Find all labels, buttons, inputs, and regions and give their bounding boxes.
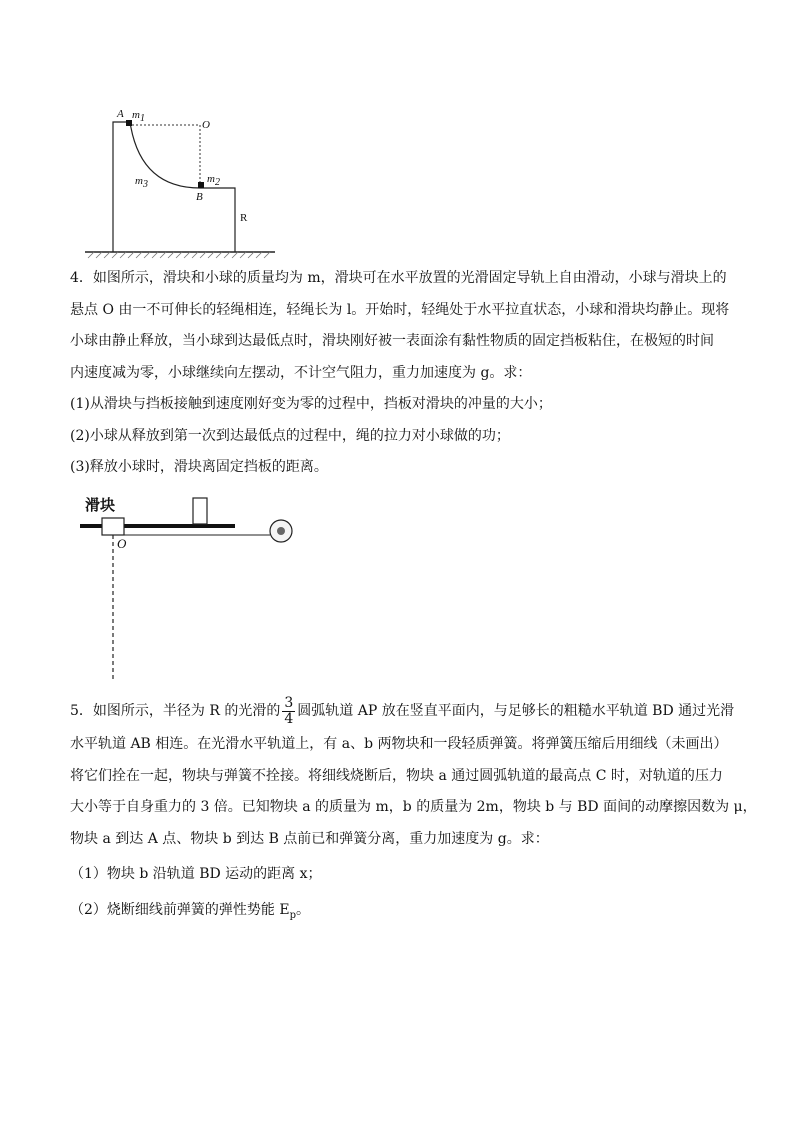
q5-line1-pre: 5．如图所示，半径为 R 的光滑的 (70, 703, 281, 719)
q5-sub2-post: 。 (295, 901, 310, 918)
q5-line-1 (70, 693, 740, 729)
q5-subquestion-1: （1）物块 b 沿轨道 BD 运动的距离 x； (70, 866, 322, 882)
label-O-fig2: O (117, 536, 127, 551)
q5-line: 物块 a 到达 A 点、物块 b 到达 B 点前已和弹簧分离，重力加速度为 g。求： (70, 830, 549, 847)
fraction-numerator: 3 (284, 694, 294, 711)
label-A: A (117, 108, 124, 120)
label-R: R (240, 212, 248, 224)
ground-hatching (88, 252, 270, 258)
label-m1: $m_1$ (132, 109, 145, 125)
label-m3: $m_3$ (135, 175, 148, 191)
fraction-three-quarters (282, 696, 295, 727)
label-O: O (202, 119, 210, 131)
q5-sub2-subscript: p (289, 909, 296, 921)
q5-line: 水平轨道 AB 相连。在光滑水平轨道上，有 a、b 两物块和一段轻质弹簧。将弹簧压缩后用细线（未画出） (70, 736, 728, 752)
slider-block (102, 518, 124, 535)
q5-subquestion-2 (70, 895, 740, 931)
q4-line: 4．如图所示，滑块和小球的质量均为 m，滑块可在水平放置的光滑固定导轨上自由滑动，小球与滑块上的 (70, 270, 727, 286)
block-left-edge (113, 122, 130, 252)
q5-line1-post: 圆弧轨道 AP 放在竖直平面内，与足够长的粗糙水平轨道 BD 通过光滑 (297, 703, 735, 719)
label-B: B (196, 191, 203, 203)
q5-sub2-pre: （2）烧断细线前弹簧的弹性势能 E (70, 901, 290, 918)
figure-2-svg (75, 490, 305, 685)
figure-1-track-diagram (80, 100, 280, 260)
question-5 (70, 693, 757, 931)
figure-2-slider-diagram (75, 490, 305, 685)
label-m2: $m_2$ (207, 173, 220, 189)
fixed-stop-block (193, 498, 207, 524)
q4-subquestion-1: (1)从滑块与挡板接触到速度刚好变为零的过程中，挡板对滑块的冲量的大小； (70, 396, 552, 412)
q5-line: 大小等于自身重力的 3 倍。已知物块 a 的质量为 m，b 的质量为 2m，物块 b 与 BD 面间的动摩擦因数为 μ， (70, 799, 757, 815)
figure-1-svg (80, 100, 280, 260)
q5-line: 将它们拴在一起，物块与弹簧不拴接。将细线烧断后，物块 a 通过圆弧轨道的最高点 C 时，对轨道的压力 (70, 767, 723, 784)
q4-line: 小球由静止释放，当小球到达最低点时，滑块刚好被一表面涂有黏性物质的固定挡板粘住，在极短的时间 (70, 333, 714, 349)
mass-m2 (198, 182, 204, 188)
q4-line: 内速度减为零，小球继续向左摆动，不计空气阻力，重力加速度为 g。求： (70, 364, 532, 381)
ball-center (277, 527, 285, 535)
q4-subquestion-2: (2)小球从释放到第一次到达最低点的过程中，绳的拉力对小球做的功； (70, 427, 510, 444)
label-slider: 滑块 (85, 496, 116, 514)
question-4 (70, 263, 740, 484)
q4-subquestion-3: (3)释放小球时，滑块离固定挡板的距离。 (70, 459, 328, 475)
fraction-denominator: 4 (284, 710, 294, 727)
q4-line: 悬点 O 由一不可伸长的轻绳相连，轻绳长为 l。开始时，轻绳处于水平拉直状态，小球和滑块均静止。现将 (70, 301, 730, 318)
